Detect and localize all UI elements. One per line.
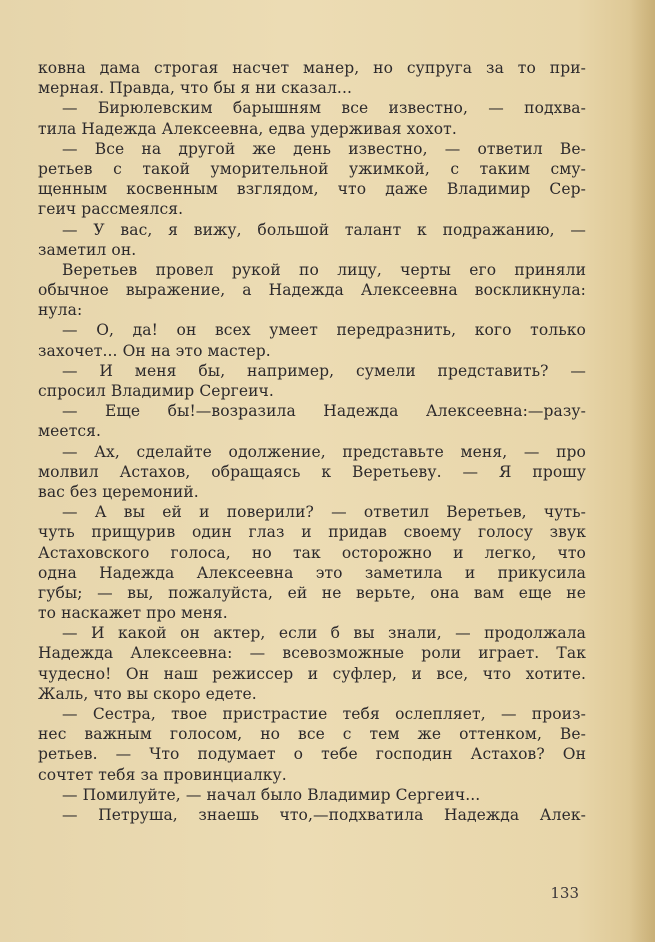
text-line: — Помилуйте, — начал было Владимир Сергеич... (62, 785, 481, 804)
text-line: захочет... Он на это мастер. (38, 341, 271, 360)
text-line: геич рассмеялся. (38, 200, 184, 219)
text-line: тила Надежда Алексеевна, едва удерживая хохот. (38, 119, 457, 138)
text-line: меется. (38, 422, 102, 441)
text-line: — Бирюлевским барышням все известно, — подхва- (62, 99, 586, 118)
text-line: — А вы ей и поверили? — ответил Веретьев, чуть- (62, 503, 586, 522)
text-line: Веретьев провел рукой по лицу, черты его приняли (62, 260, 586, 279)
text-line: спросил Владимир Сергеич. (38, 382, 274, 400)
text-line: нула: (38, 301, 83, 320)
page-number: 133 (550, 884, 579, 902)
text-line: ретьев с такой уморительной ужимкой, с таким сму- (38, 159, 586, 178)
text-line: — О, да! он всех умеет передразнить, кого только (62, 321, 586, 340)
text-line: нес важным голосом, но все с тем же оттенком, Ве- (38, 725, 586, 744)
text-line: Надежда Алексеевна: — всевозможные роли играет. Так (38, 644, 586, 663)
text-line: — Сестра, твое пристрастие тебя ослепляет, — произ- (62, 705, 586, 723)
text-line: ковна дама строгая насчет манер, но супруга за то при- (38, 59, 586, 77)
text-line: чуть прищурив один глаз и придав своему голосу звук (38, 523, 586, 542)
body-text (38, 58, 586, 825)
text-line: чудесно! Он наш режиссер и суфлер, и все, что хотите. (38, 664, 586, 683)
text-line: заметил он. (38, 240, 137, 259)
text-line: — И какой он актер, если б вы знали, — продолжала (62, 624, 586, 643)
text-line: мерная. Правда, что бы я ни сказал... (38, 79, 353, 98)
text-line: Астаховского голоса, но так осторожно и легко, что (38, 543, 586, 562)
text-line: губы; — вы, пожалуйста, ей не верьте, она вам еще не (38, 583, 586, 602)
text-line: одна Надежда Алексеевна это заметила и прикусила (38, 563, 586, 582)
text-line: ретьев. — Что подумает о тебе господин Астахов? Он (38, 745, 586, 764)
text-line: — Ах, сделайте одолжение, представьте меня, — про (62, 442, 586, 461)
text-line: — Еще бы!—возразила Надежда Алексеевна:—разу- (62, 402, 586, 421)
text-line: — У вас, я вижу, большой талант к подражанию, — (62, 220, 586, 239)
text-line: обычное выражение, а Надежда Алексеевна воскликнула: (38, 281, 586, 300)
text-line: Жаль, что вы скоро едете. (38, 684, 257, 703)
text-line: щенным косвенным взглядом, что даже Владимир Сер- (38, 180, 586, 199)
text-line: то наскажет про меня. (38, 604, 228, 623)
text-line: — И меня бы, например, сумели представить? — (62, 361, 586, 380)
text-line: — Петруша, знаешь что,—подхватила Надежда Алек- (62, 805, 586, 824)
text-line: молвил Астахов, обращаясь к Веретьеву. — Я прошу (38, 462, 586, 481)
page-edge-shadow (629, 0, 655, 942)
text-line: вас без церемоний. (38, 482, 199, 501)
text-line: сочтет тебя за провинциалку. (38, 765, 287, 784)
text-line: — Все на другой же день известно, — ответил Ве- (62, 139, 586, 158)
